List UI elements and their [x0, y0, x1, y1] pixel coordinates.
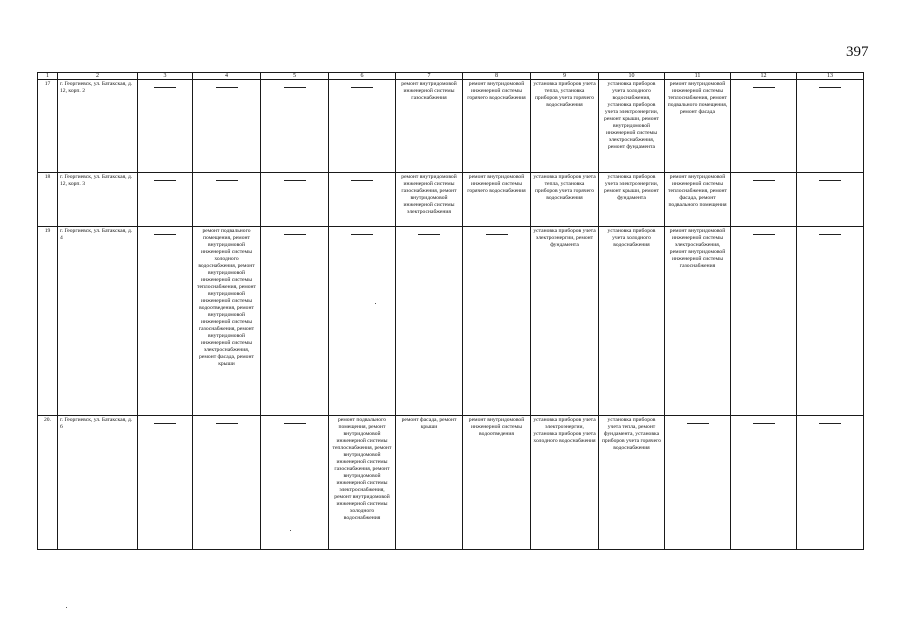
work-cell: установка приборов учета холодного водоснабжения, установка приборов учета электроэнергии, ремонт крыши, ремонт внутридомовой инженерной системы электроснабжения, ремонт фундамента [599, 80, 665, 173]
dash-mark [154, 234, 176, 235]
work-cell: ремонт внутридомовой инженерной системы теплоснабжения, ремонт фасада, ремонт подвального помещения [665, 173, 731, 227]
dash-mark [753, 87, 775, 88]
address-cell: г. Георгиевск, ул. Батакская, д. 12, корп. 2 [58, 80, 138, 173]
work-cell: ремонт внутридомовой инженерной системы газоснабжения, ремонт внутридомовой инженерной системы электроснабжения [396, 173, 463, 227]
work-cell: установка приборов учета тепла, установка приборов учета горячего водоснабжения [531, 173, 599, 227]
dash-mark [687, 423, 709, 424]
empty-cell [329, 227, 396, 416]
empty-cell [193, 416, 261, 550]
dash-mark [418, 234, 440, 235]
work-cell: ремонт внутридомовой инженерной системы горячего водоснабжения [463, 173, 531, 227]
dash-mark [284, 87, 306, 88]
column-number: 12 [731, 73, 797, 80]
dash-mark [284, 234, 306, 235]
work-cell: ремонт подвального помещения, ремонт внутридомовой инженерной системы теплоснабжения, ремонт внутридомовой инженерной системы газоснабжения, ремонт внутридомовой инженерной системы электроснабжения, ремонт внутридомовой инженерной системы холодного водоснабжения [329, 416, 396, 550]
dash-mark [284, 423, 306, 424]
empty-cell [261, 416, 329, 550]
empty-cell [329, 80, 396, 173]
empty-cell [731, 227, 797, 416]
column-number: 11 [665, 73, 731, 80]
repair-schedule-table [37, 72, 864, 550]
column-number: 5 [261, 73, 329, 80]
dash-mark [351, 87, 373, 88]
table-row [38, 416, 864, 550]
work-cell: ремонт внутридомовой инженерной системы электроснабжения, ремонт внутридомовой инженерной системы газоснабжения [665, 227, 731, 416]
empty-cell [138, 173, 193, 227]
empty-cell [797, 227, 864, 416]
empty-cell [396, 227, 463, 416]
column-number: 10 [599, 73, 665, 80]
address-cell: г. Георгиевск, ул. Батакская, д. 4 [58, 227, 138, 416]
empty-cell [463, 227, 531, 416]
dash-mark [351, 234, 373, 235]
row-number: 19 [38, 227, 58, 416]
empty-cell [138, 80, 193, 173]
column-number: 13 [797, 73, 864, 80]
work-cell: ремонт внутридомовой инженерной системы водоотведения [463, 416, 531, 550]
empty-cell [193, 173, 261, 227]
empty-cell [138, 416, 193, 550]
dash-mark [154, 87, 176, 88]
scan-speck [375, 303, 376, 304]
column-number: 6 [329, 73, 396, 80]
work-cell: установка приборов учета электроэнергии, ремонт крыши, ремонт фундамента [599, 173, 665, 227]
work-cell: установка приборов учета холодного водоснабжения [599, 227, 665, 416]
dash-mark [154, 423, 176, 424]
dash-mark [819, 234, 841, 235]
work-cell: ремонт фасада, ремонт крыши [396, 416, 463, 550]
dash-mark [486, 234, 508, 235]
empty-cell [731, 80, 797, 173]
dash-mark [819, 180, 841, 181]
work-cell: установка приборов учета тепла, установка приборов учета горячего водоснабжения [531, 80, 599, 173]
empty-cell [731, 416, 797, 550]
empty-cell [329, 173, 396, 227]
dash-mark [351, 180, 373, 181]
scan-speck [66, 607, 67, 608]
empty-cell [797, 416, 864, 550]
work-cell: ремонт внутридомовой инженерной системы теплоснабжения, ремонт подвального помещения, ремонт фасада [665, 80, 731, 173]
dash-mark [154, 180, 176, 181]
dash-mark [753, 423, 775, 424]
column-number: 3 [138, 73, 193, 80]
dash-mark [216, 87, 238, 88]
table-row [38, 173, 864, 227]
column-number: 8 [463, 73, 531, 80]
column-number: 2 [58, 73, 138, 80]
table-row [38, 80, 864, 173]
dash-mark [819, 423, 841, 424]
empty-cell [261, 173, 329, 227]
dash-mark [216, 423, 238, 424]
work-cell: установка приборов учета электроэнергии, ремонт фундамента [531, 227, 599, 416]
empty-cell [797, 80, 864, 173]
dash-mark [216, 180, 238, 181]
work-cell: ремонт внутридомовой инженерной системы газоснабжения [396, 80, 463, 173]
table-row [38, 227, 864, 416]
empty-cell [731, 173, 797, 227]
empty-cell [193, 80, 261, 173]
dash-mark [753, 234, 775, 235]
row-number: 20. [38, 416, 58, 550]
work-cell: установка приборов учета электроэнергии, установка приборов учета холодного водоснабжения [531, 416, 599, 550]
dash-mark [753, 180, 775, 181]
address-cell: г. Георгиевск, ул. Батакская, д. 12, корп. 3 [58, 173, 138, 227]
work-cell: установка приборов учета тепла, ремонт фундамента, установка приборов учета горячего водоснабжения [599, 416, 665, 550]
empty-cell [138, 227, 193, 416]
column-number: 9 [531, 73, 599, 80]
page-number: 397 [846, 44, 869, 60]
dash-mark [284, 180, 306, 181]
scan-speck [290, 530, 291, 531]
column-number: 7 [396, 73, 463, 80]
work-cell: ремонт внутридомовой инженерной системы горячего водоснабжения [463, 80, 531, 173]
column-number: 4 [193, 73, 261, 80]
empty-cell [261, 227, 329, 416]
dash-mark [819, 87, 841, 88]
work-cell: ремонт подвального помещения, ремонт внутридомовой инженерной системы холодного водоснабжения, ремонт внутридомовой инженерной системы теплоснабжения, ремонт внутридомовой инженерной системы водоотведения, ремонт внутридомовой инженерной системы газоснабжения, ремонт внутридомовой инженерной системы электроснабжения, ремонт фасада, ремонт крыши [193, 227, 261, 416]
empty-cell [665, 416, 731, 550]
column-number: 1 [38, 73, 58, 80]
empty-cell [797, 173, 864, 227]
row-number: 17 [38, 80, 58, 173]
column-number-row [38, 73, 864, 80]
address-cell: г. Георгиевск, ул. Батакская, д. 6 [58, 416, 138, 550]
empty-cell [261, 80, 329, 173]
row-number: 18 [38, 173, 58, 227]
